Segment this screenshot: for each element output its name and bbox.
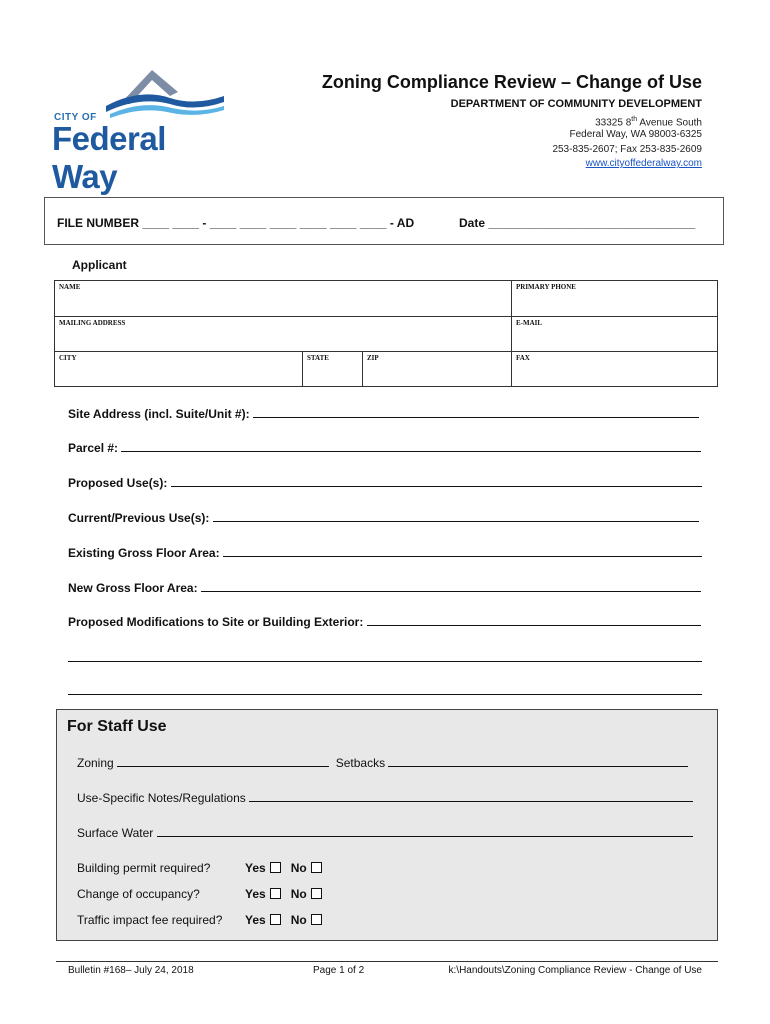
department-name: DEPARTMENT OF COMMUNITY DEVELOPMENT: [450, 98, 702, 110]
surface-water-input[interactable]: [157, 826, 693, 837]
modifications-input[interactable]: [367, 615, 701, 626]
traffic-fee-row: Traffic impact fee required? Yes No: [77, 913, 322, 927]
use-specific-row: Use-Specific Notes/Regulations: [77, 791, 693, 805]
zoning-row: Zoning Setbacks: [77, 756, 688, 770]
zoning-input[interactable]: [117, 756, 329, 767]
change-occupancy-yes-checkbox[interactable]: [270, 888, 281, 899]
change-occupancy-no-checkbox[interactable]: [311, 888, 322, 899]
address-line2: Federal Way, WA 98003-6325: [569, 129, 702, 140]
email-cell[interactable]: E-MAIL: [512, 317, 718, 352]
staff-use-box: [56, 709, 718, 941]
date-field[interactable]: Date _______________________________: [459, 216, 696, 230]
fax-cell[interactable]: FAX: [512, 352, 718, 387]
change-occupancy-row: Change of occupancy? Yes No: [77, 887, 322, 901]
modifications-line-3[interactable]: [68, 694, 702, 695]
new-floor-row: New Gross Floor Area:: [68, 581, 702, 595]
applicant-heading: Applicant: [72, 258, 127, 272]
phone-fax: 253-835-2607; Fax 253-835-2609: [552, 144, 702, 155]
existing-floor-input[interactable]: [223, 546, 702, 557]
proposed-uses-row: Proposed Use(s):: [68, 476, 702, 490]
file-number-field[interactable]: FILE NUMBER ____ ____ - ____ ____ ____ ____ ____ ____ - AD: [57, 216, 415, 230]
zip-cell[interactable]: ZIP: [363, 352, 512, 387]
logo-name: Federal Way: [52, 120, 166, 195]
city-cell[interactable]: CITY: [55, 352, 303, 387]
footer-divider: [56, 961, 718, 962]
address-line1: 33325 8th Avenue South: [595, 116, 702, 129]
site-address-row: Site Address (incl. Suite/Unit #):: [68, 407, 702, 421]
state-cell[interactable]: STATE: [303, 352, 363, 387]
footer-bulletin: Bulletin #168– July 24, 2018: [68, 965, 194, 976]
page-title: Zoning Compliance Review – Change of Use: [321, 72, 702, 92]
parcel-input[interactable]: [121, 441, 701, 452]
city-logo: [52, 66, 232, 195]
file-number-box: [44, 197, 724, 245]
parcel-row: Parcel #:: [68, 441, 702, 455]
new-floor-input[interactable]: [201, 581, 701, 592]
building-permit-yes-checkbox[interactable]: [270, 862, 281, 873]
site-address-input[interactable]: [253, 407, 699, 418]
footer-page: Page 1 of 2: [313, 965, 365, 976]
proposed-uses-input[interactable]: [171, 476, 702, 487]
name-cell[interactable]: NAME: [55, 281, 512, 317]
website-link[interactable]: www.cityoffederalway.com: [585, 158, 702, 169]
modifications-row: Proposed Modifications to Site or Building Exterior:: [68, 615, 702, 629]
waves-icon: [100, 66, 230, 118]
logo-city-of: CITY OF: [54, 112, 97, 123]
footer-path: k:\Handouts\Zoning Compliance Review - Change of Use: [448, 965, 702, 976]
staff-use-title: For Staff Use: [67, 718, 167, 735]
applicant-table: [54, 280, 718, 387]
current-uses-input[interactable]: [213, 511, 699, 522]
building-permit-row: Building permit required? Yes No: [77, 861, 322, 875]
primary-phone-cell[interactable]: PRIMARY PHONE: [512, 281, 718, 317]
mailing-address-cell[interactable]: MAILING ADDRESS: [55, 317, 512, 352]
modifications-line-2[interactable]: [68, 661, 702, 662]
traffic-fee-no-checkbox[interactable]: [311, 914, 322, 925]
building-permit-no-checkbox[interactable]: [311, 862, 322, 873]
traffic-fee-yes-checkbox[interactable]: [270, 914, 281, 925]
website-link-wrap: [586, 156, 702, 171]
use-specific-input[interactable]: [249, 791, 693, 802]
existing-floor-row: Existing Gross Floor Area:: [68, 546, 702, 560]
surface-water-row: Surface Water: [77, 826, 693, 840]
current-uses-row: Current/Previous Use(s):: [68, 511, 702, 525]
setbacks-input[interactable]: [388, 756, 688, 767]
